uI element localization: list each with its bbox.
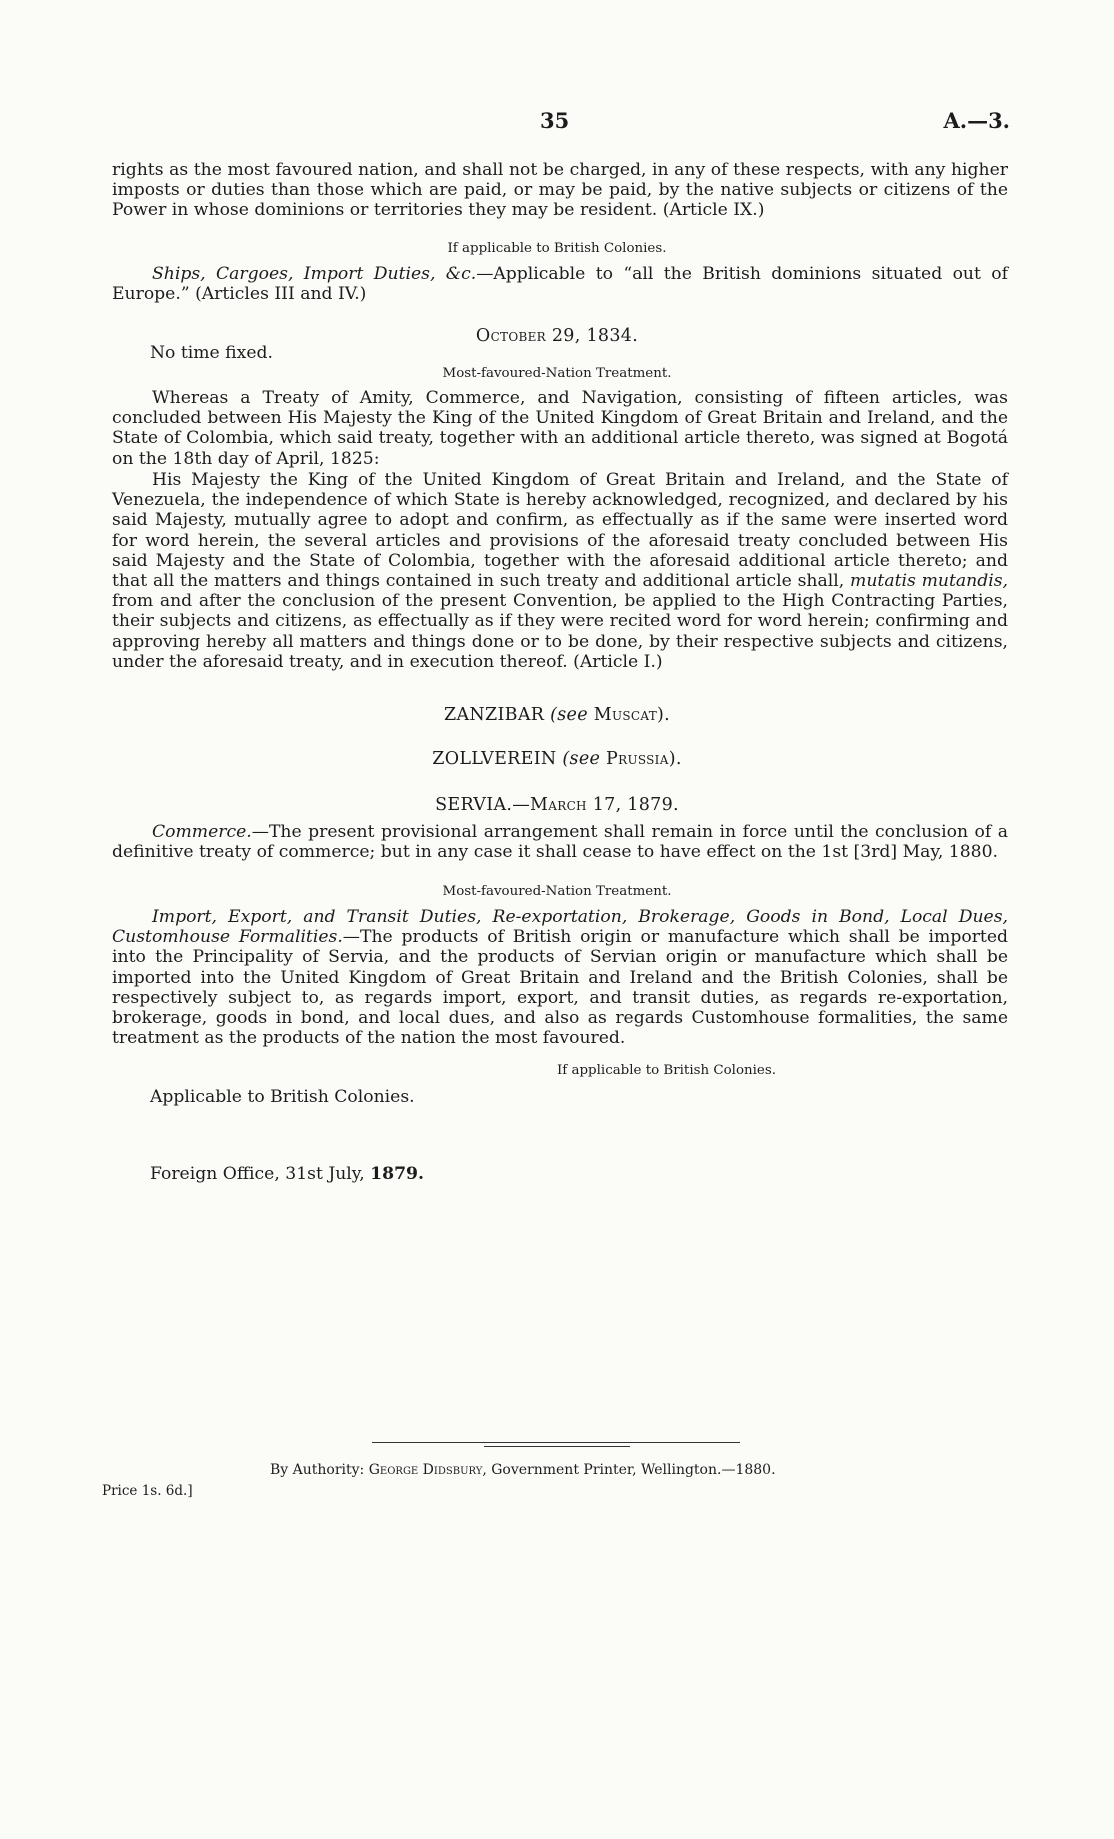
commerce-heading: Commerce.	[152, 822, 252, 842]
mfn-heading-2: Most-favoured-Nation Treatment.	[442, 884, 672, 899]
foreign-office-signoff: Foreign Office, 31st July, 1879.	[150, 1164, 424, 1184]
document-reference: A.—3.	[943, 108, 1010, 133]
zollverein-heading: ZOLLVEREIN (see Prussia).	[432, 749, 682, 769]
footer-rule-short	[484, 1446, 630, 1447]
ships-text: —Applicable to “all the British dominions situated out of Europe.” (Articles III and IV.)	[112, 264, 1008, 305]
printer-imprint: By Authority: George Didsbury, Government Printer, Wellington.—1880.	[270, 1462, 776, 1478]
page-number: 35	[540, 108, 570, 133]
ships-heading: Ships, Cargoes, Import Duties, &c.	[152, 264, 477, 284]
applicable-note: Applicable to British Colonies.	[150, 1087, 415, 1107]
his-majesty-paragraph: His Majesty the King of the United Kingdom of Great Britain and Ireland, and the State of Venezuela, the independence of which State is hereby acknowledged, recognized, and declared by his said Majesty, mutually agree to adopt and confirm, as effectually as if the same were inserted word for word herein, the several articles and provisions of the aforesaid treaty concluded between His said Majesty and the State of Colombia, together with the aforesaid additional article thereto; and that all the matters and things contained in such treaty and additional article shall, mutatis mutandis, from and after the conclusion of the present Convention, be applied to the High Contracting Parties, their subjects and citizens, as effectually as if they were recited word for word herein; confirming and approving hereby all matters and things done or to be done, by their respective subjects and citizens, under the aforesaid treaty, and in execution thereof. (Article I.)	[112, 470, 1008, 672]
zanzibar-heading: ZANZIBAR (see Muscat).	[444, 705, 670, 725]
servia-heading: SERVIA.—March 17, 1879.	[435, 795, 679, 815]
whereas-paragraph: Whereas a Treaty of Amity, Commerce, and Navigation, consisting of fifteen articles, was concluded between His Majesty the King of the United Kingdom of Great Britain and Ireland, and the State of Colombia, which said treaty, together with an additional article thereto, was signed at Bogotá on the 18th day of April, 1825:	[112, 388, 1008, 469]
footer-rule	[372, 1442, 740, 1443]
commerce-paragraph: Commerce.—The present provisional arrangement shall remain in force until the conclusion of a definitive treaty of commerce; but in any case it shall cease to have effect on the 1st [3rd] May, 1880.	[112, 822, 1008, 863]
import-heading: Import, Export, and Transit Duties, Re-exportation, Brokerage, Goods in Bond, Local Dues, Customhouse Formalities.	[112, 907, 1008, 948]
price-note: Price 1s. 6d.]	[102, 1483, 193, 1499]
colombia-date: October 29, 1834.	[475, 326, 639, 346]
if-applicable-note-2: If applicable to British Colonies.	[557, 1063, 776, 1078]
mfn-heading-1: Most-favoured-Nation Treatment.	[442, 366, 672, 381]
if-applicable-note-1: If applicable to British Colonies.	[447, 241, 667, 256]
no-time-fixed-note: No time fixed.	[150, 343, 273, 363]
import-paragraph: Import, Export, and Transit Duties, Re-exportation, Brokerage, Goods in Bond, Local Dues, Customhouse Formalities.—The products of British origin or manufacture which shall be imported into the Principality of Servia, and the products of Servian origin or manufacture which shall be imported into the United Kingdom of Great Britain and Ireland and the British Colonies, shall be respectively subject to, as regards import, export, and transit duties, as regards re-exportation, brokerage, goods in bond, and local dues, and also as regards Customhouse formalities, the same treatment as the products of the nation the most favoured.	[112, 907, 1008, 1049]
continuation-paragraph: rights as the most favoured nation, and shall not be charged, in any of these respects, with any higher imposts or duties than those which are paid, or may be paid, by the native subjects or citizens of the Power in whose dominions or territories they may be resident. (Article IX.)	[112, 160, 1008, 221]
mutatis-mutandis: mutatis mutandis,	[850, 571, 1008, 592]
ships-paragraph	[112, 264, 1008, 304]
